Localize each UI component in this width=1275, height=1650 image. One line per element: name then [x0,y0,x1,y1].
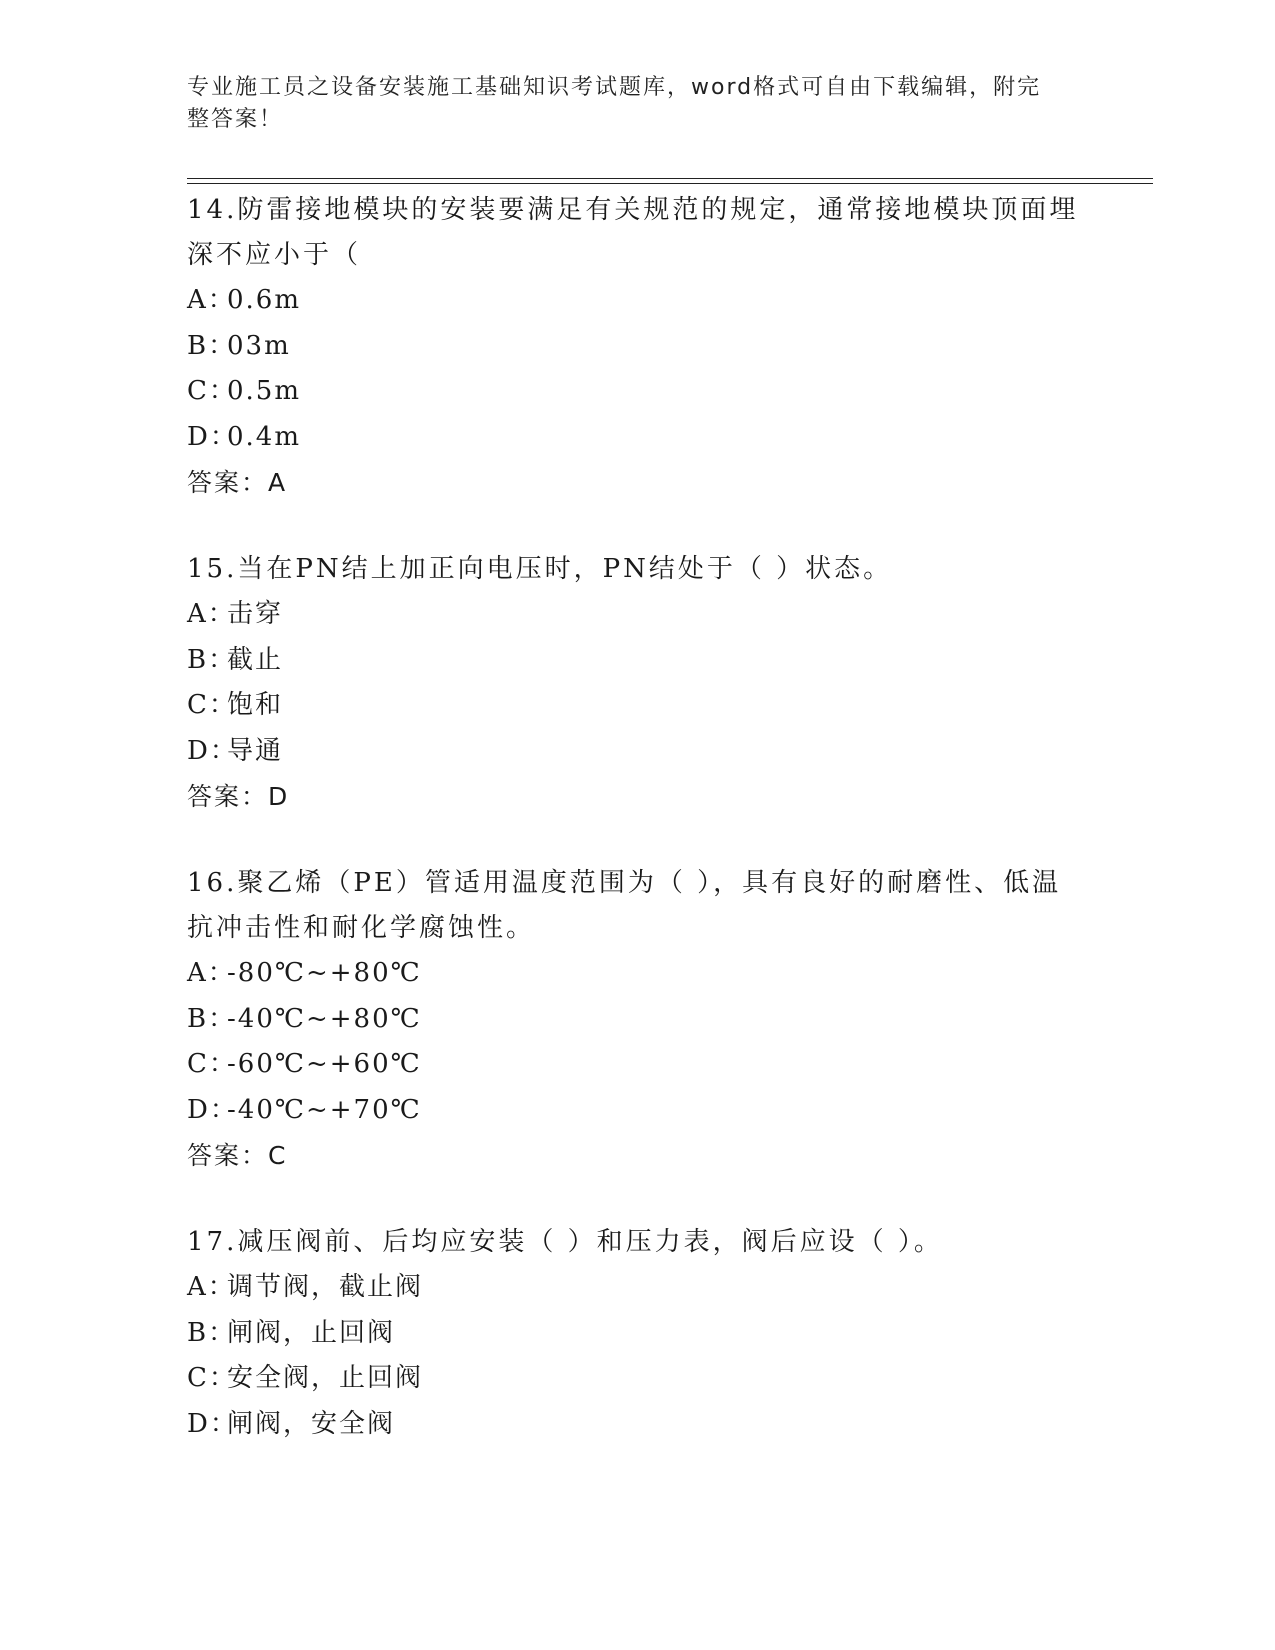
option-letter: B： [187,1003,237,1034]
question-14 [187,188,1087,505]
option-text: 截止 [227,644,284,675]
option-text: 0.4m [227,421,302,452]
option-a [187,278,1087,324]
header-divider-bottom [187,183,1153,184]
option-text: 0.6m [227,285,302,315]
question-text-line-1: 16.聚乙烯（PE）管适用温度范围为（ ），具有良好的耐磨性、低温 [187,868,1062,898]
option-letter: A： [187,285,236,315]
option-a [187,592,1087,638]
answer-line: 答案：D [187,782,290,811]
option-text: 导通 [227,735,284,766]
question-list [187,188,1087,1489]
answer-line: 答案：C [187,1141,288,1170]
option-letter: C： [187,690,237,720]
document-header [187,72,1067,136]
option-text: -60℃~+60℃ [227,1049,422,1079]
option-text: -80℃~+80℃ [227,958,422,988]
option-letter: B： [187,1317,237,1348]
question-text-line-2: 抗冲击性和耐化学腐蚀性。 [187,913,536,943]
option-letter: B： [187,330,237,361]
option-text: 安全阀，止回阀 [227,1363,424,1393]
option-d [187,1402,1087,1448]
option-text: -40℃~+70℃ [227,1094,422,1125]
option-b [187,997,1087,1043]
header-line-2: 整答案！ [187,107,284,132]
question-text-line-1: 17.减压阀前、后均应安装（ ）和压力表，阀后应设（ ）。 [187,1227,943,1257]
question-15 [187,547,1087,819]
option-c [187,369,1087,415]
option-b [187,1311,1087,1357]
option-d [187,729,1087,775]
option-d [187,1088,1087,1134]
option-c [187,683,1087,729]
question-text-line-1: 15.当在PN结上加正向电压时，PN结处于（ ）状态。 [187,554,893,584]
option-text: 饱和 [227,690,284,720]
option-letter: D： [187,421,238,452]
option-c [187,1042,1087,1088]
option-letter: A： [187,1272,236,1302]
option-text: 闸阀，安全阀 [227,1408,396,1439]
question-16 [187,861,1087,1178]
option-text: 0.5m [227,376,302,406]
header-line-1: 专业施工员之设备安装施工基础知识考试题库，word格式可自由下载编辑，附完 [187,75,1042,100]
option-a [187,1265,1087,1311]
option-text: 调节阀，截止阀 [227,1272,424,1302]
option-letter: C： [187,1049,237,1079]
option-letter: C： [187,1363,237,1393]
option-letter: D： [187,1094,238,1125]
option-letter: B： [187,644,237,675]
option-b [187,638,1087,684]
question-text-line-2: 深不应小于（ [187,240,362,270]
option-letter: A： [187,599,236,629]
question-17 [187,1220,1087,1447]
option-text: 闸阀，止回阀 [227,1317,396,1348]
option-letter: D： [187,1408,238,1439]
option-b [187,324,1087,370]
header-divider-top [187,178,1153,179]
option-text: 击穿 [227,599,284,629]
option-text: 03m [227,330,291,361]
option-text: -40℃~+80℃ [227,1003,422,1034]
option-letter: D： [187,735,238,766]
option-letter: A： [187,958,236,988]
option-c [187,1356,1087,1402]
option-a [187,951,1087,997]
answer-line: 答案：A [187,468,288,497]
option-letter: C： [187,376,237,406]
option-d [187,415,1087,461]
question-text-line-1: 14.防雷接地模块的安装要满足有关规范的规定，通常接地模块顶面埋 [187,195,1079,225]
